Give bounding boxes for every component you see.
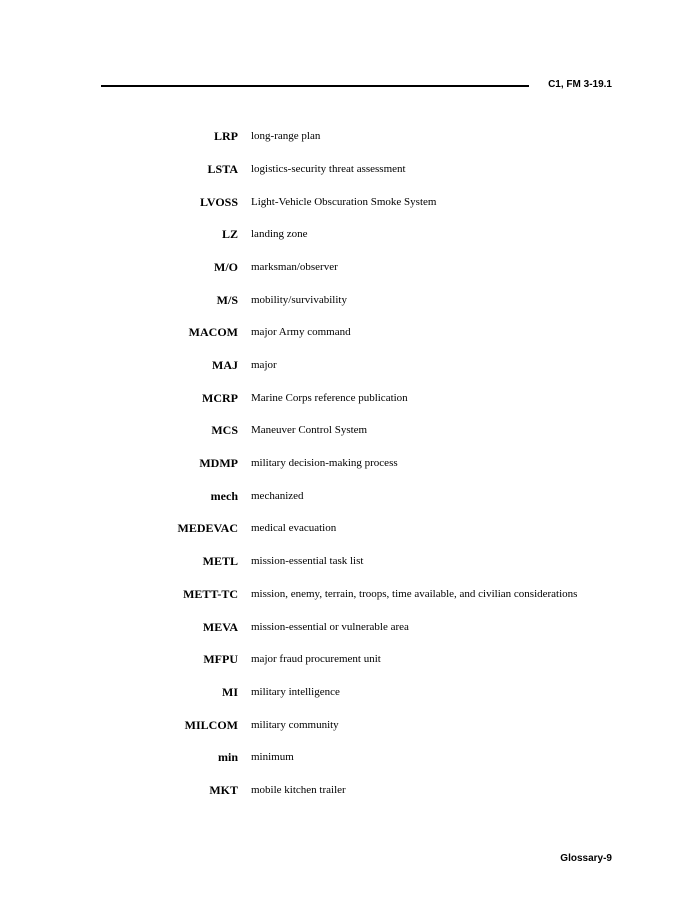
glossary-definition: major fraud procurement unit [251, 653, 381, 665]
glossary-definition: mission-essential task list [251, 555, 364, 567]
glossary-definition: major [251, 359, 277, 371]
glossary-term: METL [202, 554, 238, 568]
glossary-term: MAJ [212, 358, 238, 372]
glossary-term: M/O [214, 260, 238, 274]
glossary-definition: Maneuver Control System [251, 424, 368, 436]
glossary-definition: military decision-making process [251, 457, 398, 469]
glossary-definition: minimum [251, 751, 294, 763]
glossary-definition: mobile kitchen trailer [251, 784, 346, 796]
glossary-definition: marksman/observer [251, 261, 338, 273]
glossary-term: MKT [209, 783, 238, 797]
glossary-definition: mechanized [251, 490, 304, 502]
glossary-definition: Light-Vehicle Obscuration Smoke System [251, 196, 437, 208]
glossary-term: LSTA [207, 162, 238, 176]
glossary-term: MILCOM [184, 718, 238, 732]
glossary-term: MEVA [202, 620, 238, 634]
page-number: Glossary-9 [560, 853, 612, 864]
glossary-term: LVOSS [199, 195, 238, 209]
glossary-term: MEDEVAC [177, 521, 238, 535]
glossary-term: LRP [214, 129, 238, 143]
glossary-definition: medical evacuation [251, 522, 337, 534]
glossary-definition: Marine Corps reference publication [251, 392, 408, 404]
glossary-term: MACOM [188, 325, 238, 339]
glossary-definition: military community [251, 719, 339, 731]
glossary-term: MCRP [202, 391, 238, 405]
glossary-term: min [217, 750, 238, 764]
glossary-definition: mission, enemy, terrain, troops, time available, and civilian considerations [251, 588, 578, 600]
header-rule [101, 85, 529, 87]
glossary-definition: logistics-security threat assessment [251, 163, 406, 175]
glossary-term: METT-TC [183, 587, 238, 601]
glossary-term: MDMP [199, 456, 238, 470]
glossary-definition: mobility/survivability [251, 294, 347, 306]
glossary-definition: long-range plan [251, 130, 321, 142]
glossary-definition: major Army command [251, 326, 351, 338]
glossary-term: mech [210, 489, 238, 503]
glossary-definition: mission-essential or vulnerable area [251, 621, 409, 633]
glossary-term: MCS [211, 423, 238, 437]
glossary-definition: military intelligence [251, 686, 340, 698]
glossary-term: LZ [221, 227, 238, 241]
header-document-id: C1, FM 3-19.1 [548, 79, 612, 90]
glossary-term: MFPU [203, 652, 238, 666]
glossary-term: MI [222, 685, 238, 699]
glossary-term: M/S [216, 293, 238, 307]
glossary-definition: landing zone [251, 228, 308, 240]
